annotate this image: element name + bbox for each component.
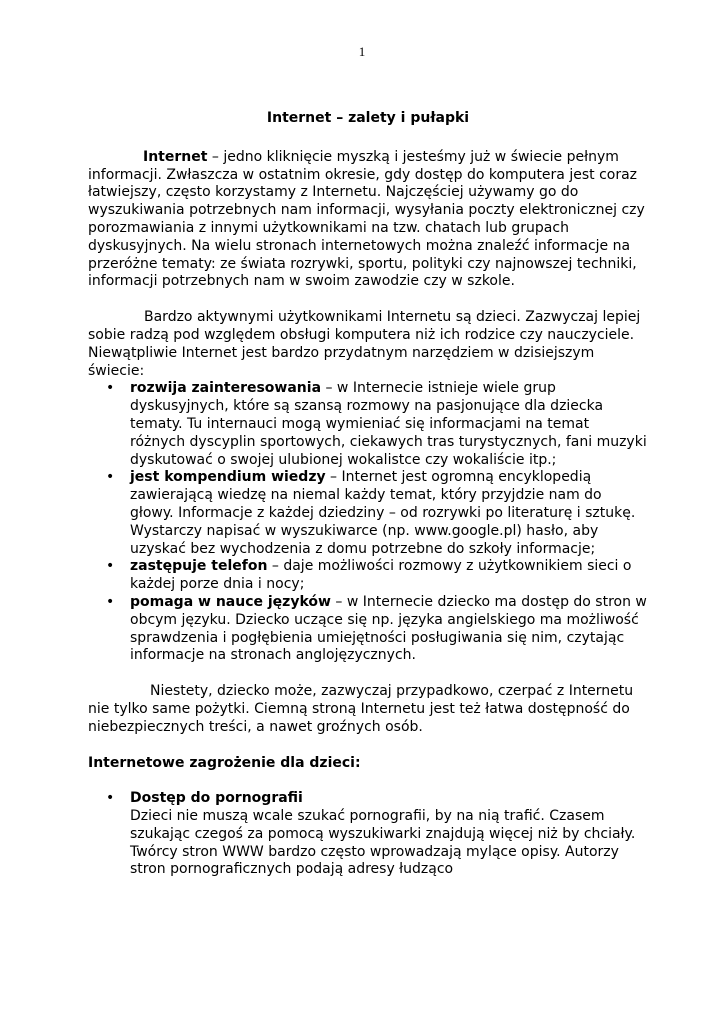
document-title: Internet – zalety i pułapki xyxy=(266,110,470,126)
benefit-text: – w Internecie istnieje wiele grup dyskusyjnych, które są szansą rozmowy na pasjonujące dla dziecka tematy. Tu internauci mogą wymieniać się informacjami na temat różnych dyscyplin sportowych, ciekawych tras turystycznych, fani muzyki dyskutować o swojej ulubionej wokalistce czy wokaliście itp.; xyxy=(130,380,647,468)
page-number: 1 xyxy=(358,44,366,59)
list-item xyxy=(88,594,648,665)
paragraph-children-users: Bardzo aktywnymi użytkownikami Internetu są dzieci. Zazwyczaj lepiej sobie radzą pod względem obsługi komputera niż ich rodzice czy nauczyciele. xyxy=(88,309,641,343)
list-item xyxy=(88,790,648,879)
spacer xyxy=(88,665,648,683)
paragraph-dangers: Niestety, dziecko może, zazwyczaj przypadkowo, czerpać z Internetu nie tylko same pożytki. Ciemną stroną Internetu jest też łatwa dostępność do niebezpiecznych treści, a nawet groźnych osób. xyxy=(88,683,634,735)
section-heading-threats: Internetowe zagrożenie dla dzieci: xyxy=(88,754,361,771)
document-body xyxy=(88,110,648,879)
list-item xyxy=(88,380,648,469)
intro-paragraph xyxy=(88,149,648,291)
benefit-term: pomaga w nauce języków xyxy=(130,593,331,610)
threats-list xyxy=(88,790,648,879)
paragraph-useful-tool: Niewątpliwie Internet jest bardzo przydatnym narzędziem w dzisiejszym świecie: xyxy=(88,344,595,379)
threat-term: Dostęp do pornografii xyxy=(130,790,303,807)
spacer xyxy=(88,737,648,755)
spacer xyxy=(88,772,648,790)
benefit-term: jest kompendium wiedzy xyxy=(130,469,326,486)
threat-text: Dzieci nie muszą wcale szukać pornografii, by na nią trafić. Czasem szukając czegoś za pomocą wyszukiwarki znajdują więcej niż by chciały. Twórcy stron WWW bardzo często wprowadzają mylące opisy. Autorzy stron pornograficznych podają adresy łudząco xyxy=(130,808,636,878)
spacer xyxy=(88,291,648,309)
intro-lead: Internet xyxy=(143,148,208,165)
benefit-text: – daje możliwości rozmowy z użytkownikiem sieci o każdej porze dnia i nocy; xyxy=(130,558,632,593)
benefit-text: – Internet jest ogromną encyklopedią zawierającą wiedzę na niemal każdy temat, który przyjdzie nam do głowy. Informacje z każdej dziedziny – od rozrywki po literaturę i sztukę. Wystarczy napisać w wyszukiwarce (np. www.google.pl) hasło, aby uzyskać bez wychodzenia z domu potrzebne do szkoły informacje; xyxy=(130,469,636,557)
benefit-term: zastępuje telefon xyxy=(130,558,268,575)
benefit-term: rozwija zainteresowania xyxy=(130,380,322,397)
intro-text: – jedno kliknięcie myszką i jesteśmy już w świecie pełnym informacji. Zwłaszcza w ostatnim okresie, gdy dostęp do komputera jest coraz łatwiejszy, często korzystamy z Internetu. Najczęściej używamy go do wyszukiwania potrzebnych nam informacji, wysyłania poczty elektronicznej czy porozmawiania z innymi użytkownikami na tzw. chatach lub grupach dyskusyjnych. Na wielu stronach internetowych można znaleźć informacje na przeróżne tematy: ze świata rozrywki, sportu, polityki czy najnowszej techniki, informacji potrzebnych nam w swoim zawodzie czy w szkole. xyxy=(88,148,645,290)
benefit-text: – w Internecie dziecko ma dostęp do stron w obcym języku. Dziecko uczące się np. języka angielskiego ma możliwość sprawdzenia i pogłębienia umiejętności posługiwania się nim, czytając informacje na stronach anglojęzycznych. xyxy=(130,593,647,664)
benefits-list xyxy=(88,380,648,665)
list-item xyxy=(88,558,648,594)
list-item xyxy=(88,469,648,558)
